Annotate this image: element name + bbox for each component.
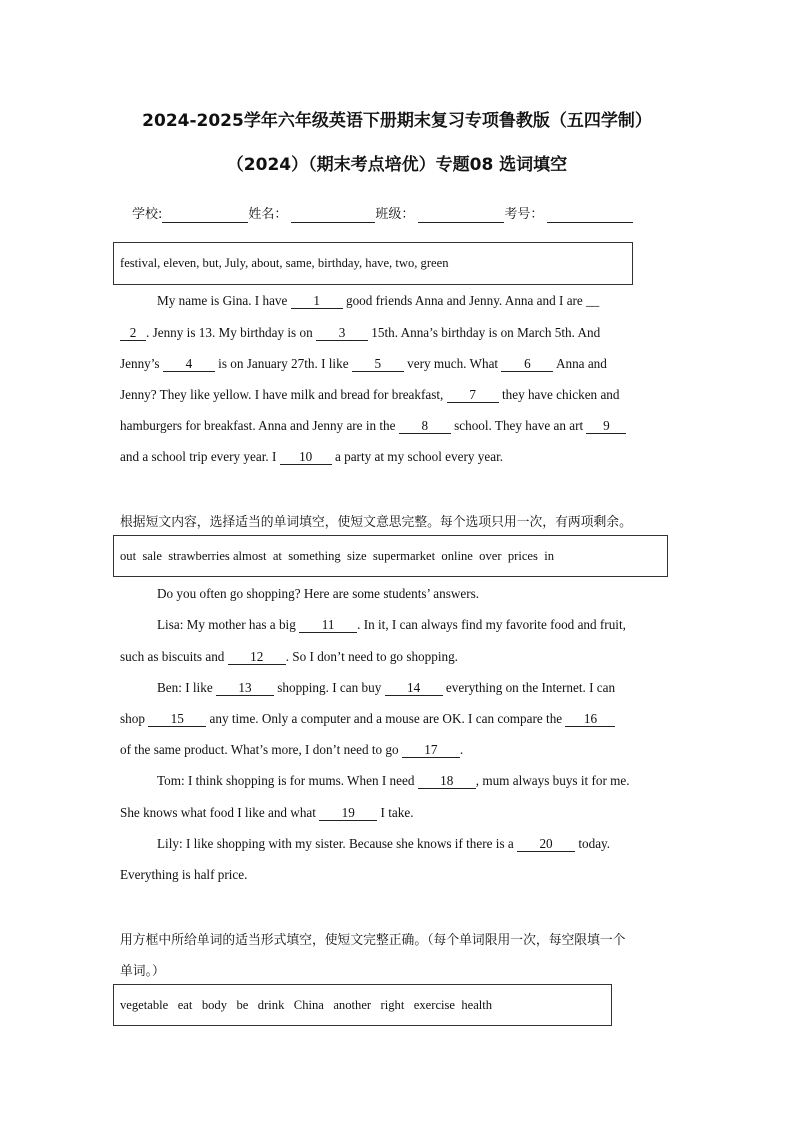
text: school. They have an art xyxy=(450,418,587,433)
blank-3[interactable]: 3 xyxy=(316,326,368,341)
text: such as biscuits and xyxy=(120,649,228,664)
text: My name is Gina. I have xyxy=(157,293,291,308)
number-label: 考号： xyxy=(504,207,544,222)
blank-15[interactable]: 15 xyxy=(148,712,206,727)
school-field[interactable] xyxy=(162,207,248,223)
blank-20[interactable]: 20 xyxy=(517,837,575,852)
text: Lisa: My mother has a big xyxy=(157,617,300,632)
word-box-3-text: vegetable eat body be drink China another right exercise health xyxy=(120,997,493,1012)
text: Ben: I like xyxy=(157,680,216,695)
s1-line-5 xyxy=(120,418,626,434)
text: Everything is half price. xyxy=(120,867,248,882)
text: Jenny? They like yellow. I have milk and bread for breakfast, xyxy=(120,387,447,402)
text: shop xyxy=(120,711,149,726)
class-label: 班级： xyxy=(375,207,415,222)
text: a party at my school every year. xyxy=(331,449,504,464)
s1-line-3 xyxy=(120,356,607,372)
s1-line-6 xyxy=(120,449,503,465)
text: She knows what food I like and what xyxy=(120,805,320,820)
blank-19[interactable]: 19 xyxy=(319,806,377,821)
text: good friends Anna and Jenny. Anna and I are __ xyxy=(342,293,600,308)
word-box-1-text: festival, eleven, but, July, about, same, birthday, have, two, green xyxy=(120,256,449,270)
title-line-2: （2024）（期末考点培优）专题08 选词填空 xyxy=(226,155,568,175)
s2-line-4 xyxy=(120,711,615,727)
word-box-3 xyxy=(113,984,612,1026)
section3-instruction-1: 用方框中所给单词的适当形式填空，使短文完整正确。（每个单词限用一次，每空限填一个 xyxy=(120,933,626,948)
section2-instruction: 根据短文内容，选择适当的单词填空，使短文意思完整。每个选项只用一次，有两项剩余。 xyxy=(120,515,632,530)
blank-14[interactable]: 14 xyxy=(385,681,443,696)
blank-11[interactable]: 11 xyxy=(299,618,357,633)
word-box-2-text: out sale strawberries almost at something size supermarket online over prices in xyxy=(120,548,555,563)
text: . In it, I can always find my favorite food and fruit, xyxy=(357,617,626,632)
text: , mum always buys it for me. xyxy=(475,773,630,788)
s2-line-6 xyxy=(157,773,630,789)
text: they have chicken and xyxy=(498,387,620,402)
info-row xyxy=(132,203,633,223)
blank-18[interactable]: 18 xyxy=(418,774,476,789)
blank-8[interactable]: 8 xyxy=(399,419,451,434)
title-line-1: 2024-2025学年六年级英语下册期末复习专项鲁教版（五四学制） xyxy=(142,111,652,131)
blank-16[interactable]: 16 xyxy=(565,712,615,727)
name-field[interactable] xyxy=(291,207,375,223)
text: . xyxy=(459,742,464,757)
text: any time. Only a computer and a mouse are OK. I can compare the xyxy=(206,711,566,726)
blank-10[interactable]: 10 xyxy=(280,450,332,465)
s2-line-8 xyxy=(157,836,610,852)
blank-2[interactable]: 2 xyxy=(120,326,146,341)
word-box-2 xyxy=(113,535,668,577)
text: everything on the Internet. I can xyxy=(442,680,616,695)
blank-9[interactable]: 9 xyxy=(586,419,626,434)
s2-line-9 xyxy=(120,867,247,883)
s2-line-1 xyxy=(157,617,626,633)
blank-17[interactable]: 17 xyxy=(402,743,460,758)
text: . So I don’t need to go shopping. xyxy=(285,649,458,664)
s2-line-3 xyxy=(157,680,615,696)
text: is on January 27th. I like xyxy=(214,356,352,371)
blank-5[interactable]: 5 xyxy=(352,357,404,372)
text: shopping. I can buy xyxy=(273,680,385,695)
blank-1[interactable]: 1 xyxy=(291,294,343,309)
text: Jenny’s xyxy=(120,356,163,371)
text: very much. What xyxy=(403,356,502,371)
number-field[interactable] xyxy=(547,207,633,223)
blank-4[interactable]: 4 xyxy=(163,357,215,372)
s1-line-2 xyxy=(120,325,600,341)
name-label: 姓名： xyxy=(248,207,288,222)
text: and a school trip every year. I xyxy=(120,449,280,464)
blank-6[interactable]: 6 xyxy=(501,357,553,372)
text: I take. xyxy=(377,805,414,820)
s2-line-7 xyxy=(120,805,414,821)
section3-instruction-2: 单词。） xyxy=(120,964,165,979)
word-box-1 xyxy=(113,242,633,285)
blank-7[interactable]: 7 xyxy=(447,388,499,403)
text: hamburgers for breakfast. Anna and Jenny are in the xyxy=(120,418,399,433)
s2-line-2 xyxy=(120,649,458,665)
text: Lily: I like shopping with my sister. Because she knows if there is a xyxy=(157,836,518,851)
school-label: 学校: xyxy=(132,207,163,222)
class-field[interactable] xyxy=(418,207,504,223)
s2-line-5 xyxy=(120,742,463,758)
text: Anna and xyxy=(553,356,607,371)
blank-12[interactable]: 12 xyxy=(228,650,286,665)
text: today. xyxy=(575,836,611,851)
s1-line-4 xyxy=(120,387,620,403)
blank-13[interactable]: 13 xyxy=(216,681,274,696)
s1-line-1 xyxy=(157,293,599,309)
text: of the same product. What’s more, I don’t need to go xyxy=(120,742,402,757)
text: . Jenny is 13. My birthday is on xyxy=(146,325,316,340)
text: 15th. Anna’s birthday is on March 5th. And xyxy=(367,325,601,340)
s2-intro: Do you often go shopping? Here are some students’ answers. xyxy=(157,586,480,601)
text: Tom: I think shopping is for mums. When I need xyxy=(157,773,418,788)
